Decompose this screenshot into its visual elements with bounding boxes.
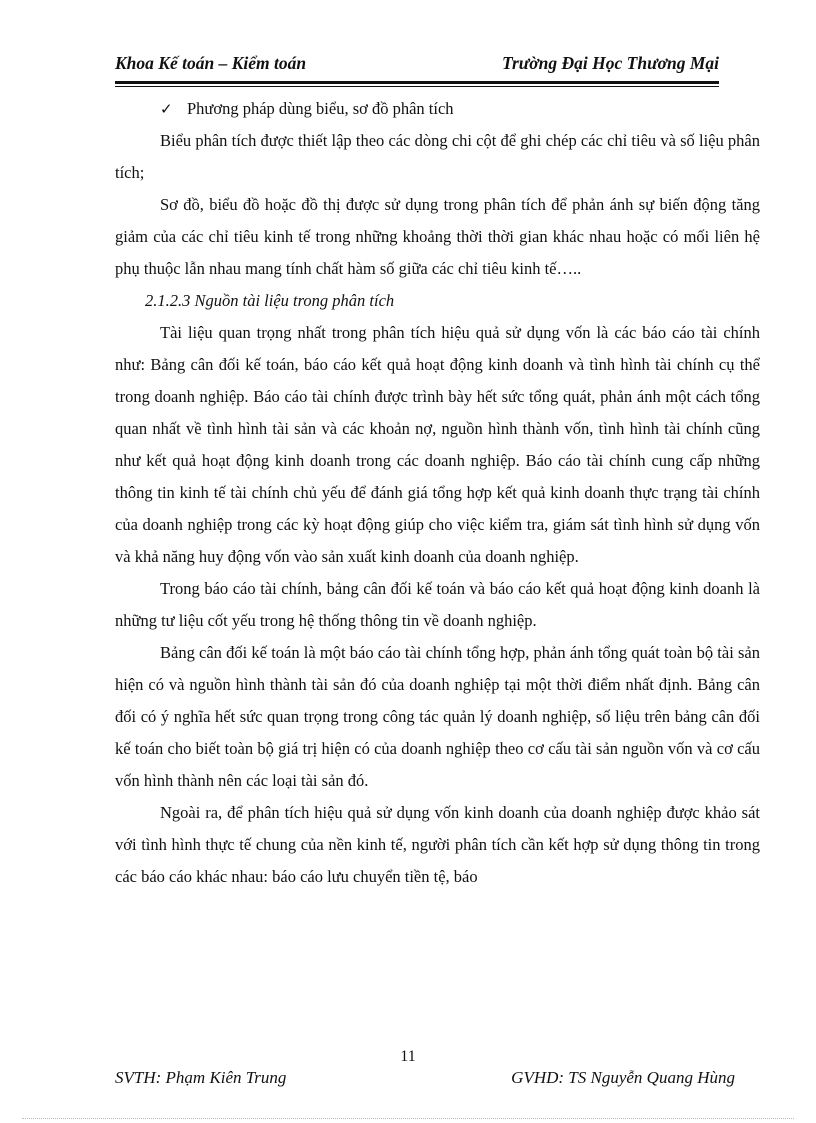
paragraph-4: Trong báo cáo tài chính, bảng cân đối kế toán và báo cáo kết quả hoạt động kinh doanh là những tư liệu cốt yếu trong hệ thống thông tin về doanh nghiệp. [115,579,760,630]
bullet-item [115,93,760,125]
paragraph-6: Ngoài ra, để phân tích hiệu quả sử dụng vốn kinh doanh của doanh nghiệp được khảo sát với tình hình thực tế chung của nền kinh tế, người phân tích cần kết hợp sử dụng thông tin trong các báo cáo khác nhau: báo cáo lưu chuyển tiền tệ, báo [115,803,760,886]
bullet-text: Phương pháp dùng biểu, sơ đồ phân tích [187,99,454,118]
page-header [115,53,719,79]
check-icon: ✓ [160,100,173,118]
paragraph-2: Sơ đồ, biểu đồ hoặc đồ thị được sử dụng trong phân tích để phản ánh sự biến động tăng giảm của các chỉ tiêu kinh tế trong những khoảng thời thời gian khác nhau hoặc có mối liên hệ phụ thuộc lẫn nhau mang tính chất hàm số giữa các chỉ tiêu kinh tế….. [115,195,760,278]
section-heading: 2.1.2.3 Nguồn tài liệu trong phân tích [145,291,395,310]
paragraph-5: Bảng cân đối kế toán là một báo cáo tài chính tổng hợp, phản ánh tổng quát toàn bộ tài sản hiện có và nguồn hình thành tài sản đó của doanh nghiệp tại một thời điểm nhất định. Bảng cân đối có ý nghĩa hết sức quan trọng trong công tác quản lý doanh nghiệp, số liệu trên bảng cân đối kế toán cho biết toàn bộ giá trị hiện có của doanh nghiệp theo cơ cấu tài sản nguồn vốn và cơ cấu vốn hình thành nên các loại tài sản đó. [115,643,760,790]
header-thick-rule [115,81,719,84]
page-footer [115,1068,735,1092]
page-bottom-dotted-line [22,1118,794,1119]
paragraph-3: Tài liệu quan trọng nhất trong phân tích hiệu quả sử dụng vốn là các báo cáo tài chính như: Bảng cân đối kế toán, báo cáo kết quả hoạt động kinh doanh và tình hình tài chính cụ thể trong doanh nghiệp. Báo cáo tài chính được trình bày hết sức tổng quát, phản ánh một cách tổng quan nhất về tình hình tài sản và các khoản nợ, nguồn hình thành vốn, tình hình tài chính cũng như kết quả hoạt động kinh doanh trong các doanh nghiệp. Báo cáo tài chính cung cấp những thông tin kinh tế tài chính chủ yếu để đánh giá tổng hợp kết quả kinh doanh thực trạng tài chính của doanh nghiệp trong các kỳ hoạt động giúp cho việc kiểm tra, giám sát tình hình sử dụng vốn và khả năng huy động vốn vào sản xuất kinh doanh của doanh nghiệp. [115,323,760,566]
header-thin-rule [115,86,719,87]
paragraph-1: Biểu phân tích được thiết lập theo các dòng chi cột để ghi chép các chỉ tiêu và số liệu phân tích; [115,131,760,182]
page-body [115,93,760,893]
header-university: Trường Đại Học Thương Mại [501,53,719,73]
footer-student: SVTH: Phạm Kiên Trung [115,1068,287,1087]
header-faculty: Khoa Kế toán – Kiểm toán [115,53,307,73]
page-number: 11 [400,1048,416,1065]
footer-supervisor: GVHD: TS Nguyễn Quang Hùng [511,1068,735,1087]
